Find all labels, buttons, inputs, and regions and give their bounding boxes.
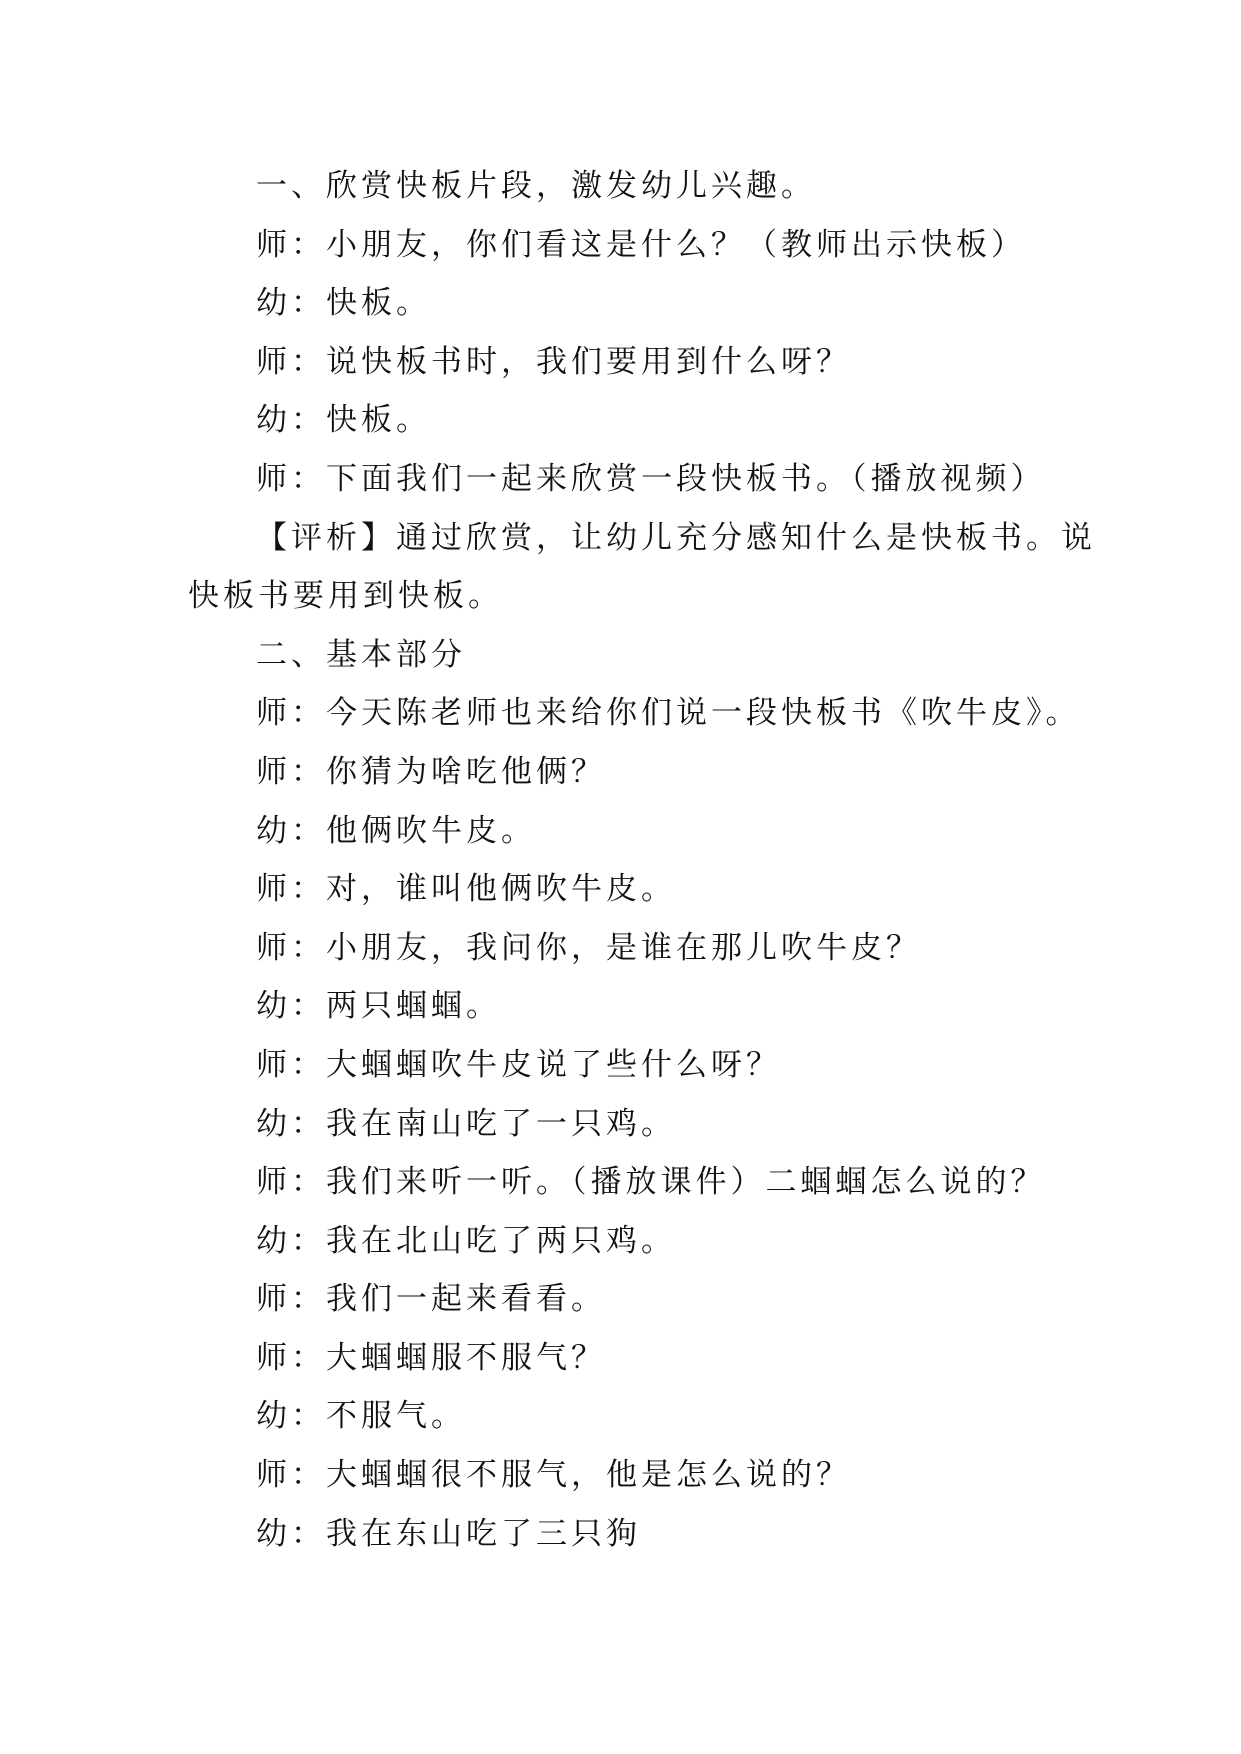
dialogue-line: 幼：快板。 bbox=[256, 285, 431, 322]
section-heading-2: 二、基本部分 bbox=[256, 636, 466, 673]
dialogue-line: 师：我们一起来看看。 bbox=[256, 1281, 606, 1318]
dialogue-line: 幼：两只蝈蝈。 bbox=[256, 988, 501, 1025]
dialogue-line: 幼：我在北山吃了两只鸡。 bbox=[256, 1222, 676, 1259]
dialogue-line: 师：说快板书时，我们要用到什么呀？ bbox=[256, 343, 851, 380]
dialogue-line: 师：大蝈蝈吹牛皮说了些什么呀？ bbox=[256, 1046, 781, 1083]
document-body bbox=[188, 157, 1096, 1563]
dialogue-line: 幼：快板。 bbox=[256, 402, 431, 439]
dialogue-line: 师：小朋友，我问你，是谁在那儿吹牛皮？ bbox=[256, 929, 921, 966]
dialogue-line: 幼：我在东山吃了三只狗 bbox=[256, 1515, 641, 1552]
dialogue-line: 师：你猜为啥吃他俩？ bbox=[256, 753, 606, 790]
commentary-paragraph-continued: 快板书要用到快板。 bbox=[188, 578, 503, 615]
dialogue-line: 师：下面我们一起来欣赏一段快板书。（播放视频） bbox=[256, 460, 1046, 497]
dialogue-line: 师：大蝈蝈服不服气？ bbox=[256, 1339, 606, 1376]
section-heading-1: 一、欣赏快板片段，激发幼儿兴趣。 bbox=[256, 168, 816, 204]
dialogue-line: 幼：不服气。 bbox=[256, 1398, 466, 1435]
dialogue-line: 幼：他俩吹牛皮。 bbox=[256, 812, 536, 849]
dialogue-line: 幼：我在南山吃了一只鸡。 bbox=[256, 1105, 676, 1142]
commentary-paragraph: 【评析】通过欣赏，让幼儿充分感知什么是快板书。说 bbox=[256, 519, 1096, 556]
dialogue-line: 师：小朋友，你们看这是什么？（教师出示快板） bbox=[256, 226, 1026, 263]
dialogue-line: 师：对，谁叫他俩吹牛皮。 bbox=[256, 871, 676, 908]
dialogue-line: 师：今天陈老师也来给你们说一段快板书《吹牛皮》。 bbox=[256, 695, 1081, 732]
dialogue-line: 师：我们来听一听。（播放课件）二蝈蝈怎么说的？ bbox=[256, 1164, 1046, 1201]
dialogue-line: 师：大蝈蝈很不服气，他是怎么说的？ bbox=[256, 1457, 851, 1494]
